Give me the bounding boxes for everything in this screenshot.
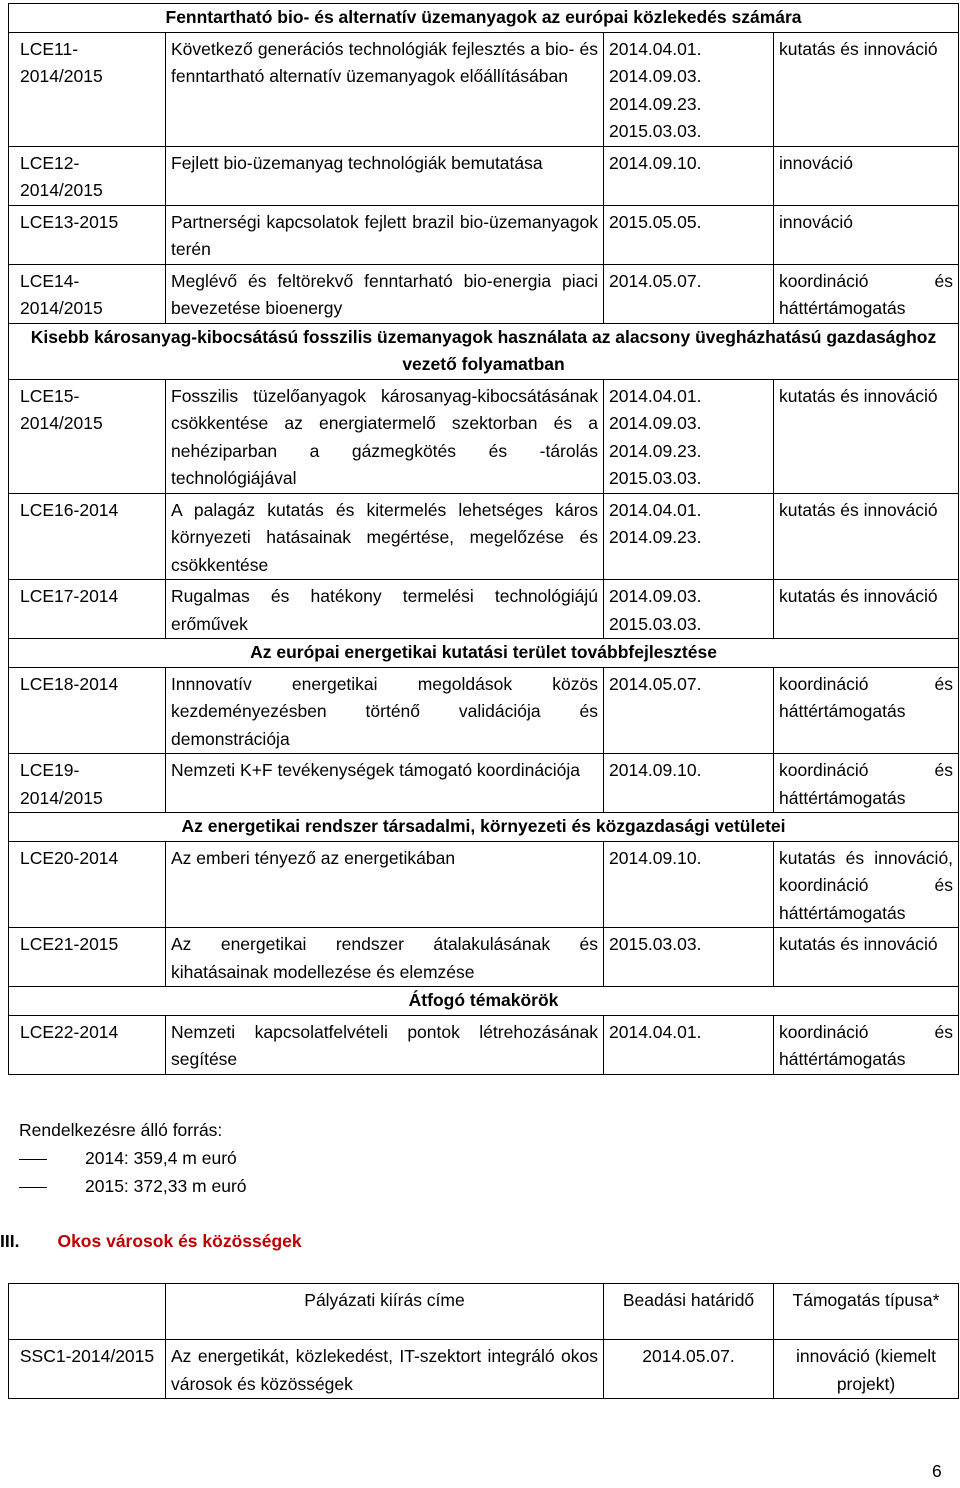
page-number: 6 — [932, 1461, 942, 1481]
table-row — [9, 205, 959, 264]
support-type: koordináció és háttértámogatás — [774, 667, 959, 754]
table-row — [9, 841, 959, 928]
call-title: Nemzeti kapcsolatfelvételi pontok létrehozásának segítése — [166, 1015, 604, 1074]
deadline-date: 2015.03.03. — [609, 613, 702, 634]
deadline-date: 2015.03.03. — [609, 468, 702, 488]
dash-bullet-icon — [19, 1187, 47, 1188]
deadline-date: 2014.04.01. — [609, 38, 702, 59]
call-deadlines — [604, 928, 774, 987]
deadline-date: 2015.03.03. — [609, 121, 702, 141]
deadline-date: 2014.09.23. — [609, 440, 702, 461]
call-title: Fejlett bio-üzemanyag technológiák bemutatása — [166, 146, 604, 205]
call-code: LCE14-2014/2015 — [9, 264, 166, 323]
table-row — [9, 928, 959, 987]
call-deadlines — [604, 493, 774, 580]
calls-table-lce — [8, 3, 959, 1075]
call-deadlines — [604, 379, 774, 493]
table-row — [9, 580, 959, 639]
deadline-date: 2014.05.07. — [609, 270, 702, 291]
deadline-date: 2014.04.01. — [609, 1021, 702, 1042]
table-row — [9, 264, 959, 323]
call-deadlines — [604, 205, 774, 264]
support-type: kutatás és innováció — [774, 493, 959, 580]
deadline-date: 2015.05.05. — [609, 211, 702, 232]
call-title: Az emberi tényező az energetikában — [166, 841, 604, 928]
deadline-date: 2014.04.01. — [609, 385, 702, 406]
deadline-date: 2014.05.07. — [609, 673, 702, 694]
deadline-date: 2014.04.01. — [609, 499, 702, 520]
section-row — [9, 323, 959, 379]
support-type: koordináció és háttértámogatás — [774, 264, 959, 323]
row-support: innováció (kiemelt projekt) — [774, 1340, 959, 1399]
section-row — [9, 639, 959, 668]
support-type: innováció — [774, 205, 959, 264]
support-type: kutatás és innováció — [774, 928, 959, 987]
funding-item-2014: 2014: 359,4 m euró — [19, 1144, 237, 1172]
table-row — [9, 667, 959, 754]
row-title: Az energetikát, közlekedést, IT-szektort integráló okos városok és közösségek — [166, 1340, 604, 1399]
support-type: innováció — [774, 146, 959, 205]
section-heading-smart-cities — [0, 1227, 302, 1255]
table-row — [9, 32, 959, 146]
section-row — [9, 813, 959, 842]
call-deadlines — [604, 264, 774, 323]
header-deadline: Beadási határidő — [604, 1284, 774, 1340]
support-type: koordináció és háttértámogatás — [774, 1015, 959, 1074]
header-empty-cell — [9, 1284, 166, 1340]
support-type: kutatás és innováció — [774, 379, 959, 493]
table-row — [9, 1015, 959, 1074]
call-code: LCE17-2014 — [9, 580, 166, 639]
table-row — [9, 146, 959, 205]
call-deadlines — [604, 754, 774, 813]
call-code: LCE20-2014 — [9, 841, 166, 928]
section-row — [9, 987, 959, 1016]
call-title: A palagáz kutatás és kitermelés lehetséges káros környezeti hatásainak megértése, megelőzése és csökkentése — [166, 493, 604, 580]
call-deadlines — [604, 32, 774, 146]
section-title: Okos városok és közösségek — [57, 1231, 302, 1251]
deadline-date: 2014.09.10. — [609, 760, 702, 780]
call-title: Meglévő és feltörekvő fenntarható bio-energia piaci bevezetése bioenergy — [166, 264, 604, 323]
call-title: Rugalmas és hatékony termelési technológiájú erőművek — [166, 580, 604, 639]
call-code: LCE13-2015 — [9, 205, 166, 264]
table-row — [9, 493, 959, 580]
call-deadlines — [604, 146, 774, 205]
call-deadlines — [604, 580, 774, 639]
deadline-date: 2015.03.03. — [609, 934, 702, 954]
call-code: LCE21-2015 — [9, 928, 166, 987]
table-row — [9, 1340, 959, 1399]
funding-label: Rendelkezésre álló forrás: — [19, 1120, 223, 1140]
header-title: Pályázati kiírás címe — [166, 1284, 604, 1340]
section-row — [9, 4, 959, 33]
call-code: LCE12-2014/2015 — [9, 146, 166, 205]
section-header: Fenntartható bio- és alternatív üzemanyagok az európai közlekedés számára — [9, 4, 959, 33]
section-header: Átfogó témakörök — [9, 987, 959, 1016]
call-title: Partnerségi kapcsolatok fejlett brazil bio-üzemanyagok terén — [166, 205, 604, 264]
support-type: kutatás és innováció — [774, 32, 959, 146]
funding-item-2015: 2015: 372,33 m euró — [19, 1172, 247, 1200]
deadline-date: 2014.09.03. — [609, 413, 702, 433]
call-code: LCE16-2014 — [9, 493, 166, 580]
support-type: kutatás és innováció, koordináció és háttértámogatás — [774, 841, 959, 928]
table-row — [9, 379, 959, 493]
call-title: Az energetikai rendszer átalakulásának és kihatásainak modellezése és elemzése — [166, 928, 604, 987]
deadline-date: 2014.09.10. — [609, 152, 702, 173]
deadline-date: 2014.09.10. — [609, 847, 702, 868]
call-code: LCE19-2014/2015 — [9, 754, 166, 813]
header-support: Támogatás típusa* — [774, 1284, 959, 1340]
section-header: Az európai energetikai kutatási terület továbbfejlesztése — [9, 639, 959, 668]
call-code: LCE18-2014 — [9, 667, 166, 754]
call-title: Nemzeti K+F tevékenységek támogató koordinációja — [166, 754, 604, 813]
deadline-date: 2014.09.23. — [609, 93, 702, 114]
section-numeral: III. — [0, 1231, 20, 1251]
section-header: Az energetikai rendszer társadalmi, környezeti és közgazdasági vetületei — [9, 813, 959, 842]
table-header-row — [9, 1284, 959, 1340]
call-code: LCE15-2014/2015 — [9, 379, 166, 493]
row-code: SSC1-2014/2015 — [9, 1340, 166, 1399]
call-code: LCE22-2014 — [9, 1015, 166, 1074]
table-row — [9, 754, 959, 813]
calls-table-ssc — [8, 1283, 959, 1399]
deadline-date: 2014.09.23. — [609, 527, 702, 547]
dash-bullet-icon — [19, 1159, 47, 1160]
support-type: kutatás és innováció — [774, 580, 959, 639]
call-title: Innnovatív energetikai megoldások közös kezdeményezésben történő validációja és demonstrációja — [166, 667, 604, 754]
call-deadlines — [604, 667, 774, 754]
row-deadline: 2014.05.07. — [604, 1340, 774, 1399]
call-title: Következő generációs technológiák fejlesztés a bio- és fenntartható alternatív üzemanyagok előállításában — [166, 32, 604, 146]
call-deadlines — [604, 1015, 774, 1074]
section-header: Kisebb károsanyag-kibocsátású fosszilis üzemanyagok használata az alacsony üvegházhatású gazdasághoz vezető folyamatban — [9, 323, 959, 379]
call-deadlines — [604, 841, 774, 928]
call-title: Fosszilis tüzelőanyagok károsanyag-kibocsátásának csökkentése az energiatermelő szektorban és a nehéziparban a gázmegkötés és -tárolás technológiájával — [166, 379, 604, 493]
call-code: LCE11-2014/2015 — [9, 32, 166, 146]
deadline-date: 2014.09.03. — [609, 586, 702, 606]
support-type: koordináció és háttértámogatás — [774, 754, 959, 813]
deadline-date: 2014.09.03. — [609, 66, 702, 86]
